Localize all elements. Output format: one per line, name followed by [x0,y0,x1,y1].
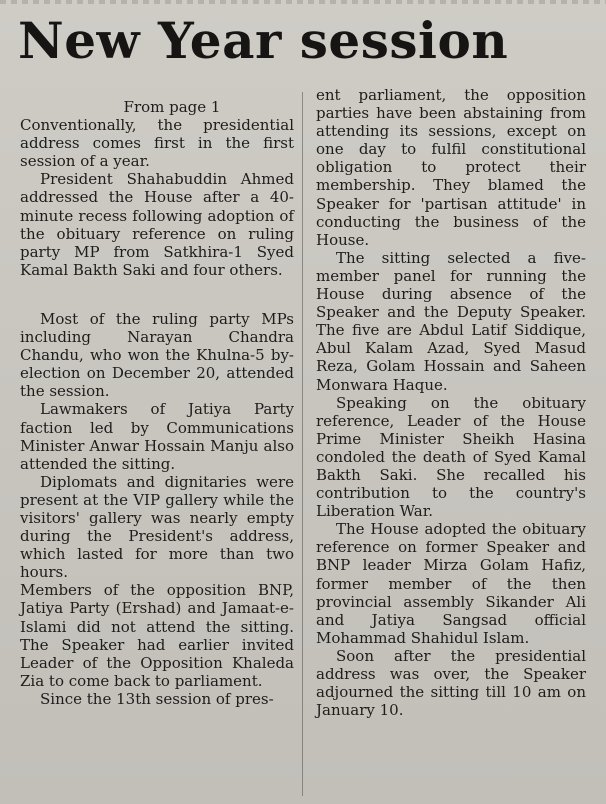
paragraph: Members of the opposition BNP, Jatiya Party (Ershad) and Jamaat-e-Islami did not attend the sitting. The Speaker had earlier invited Leader of the Opposition Khaleda Zia to come back to parliament. [20,581,294,690]
paragraph: President Shahabuddin Ahmed addressed the House after a 40-minute recess following adoption of the obituary reference on ruling party MP from Satkhira-1 Syed Kamal Bakth Saki and four others. [20,170,294,279]
right-column [316,86,586,719]
paragraph: The House adopted the obituary reference on former Speaker and BNP leader Mirza Golam Hafiz, former member of the then provincial assembly Sikander Ali and Jatiya Sangsad official Mohammad Shahidul Islam. [316,520,586,647]
paragraph: The sitting selected a five-member panel for running the House during absence of the Speaker and the Deputy Speaker. The five are Abdul Latif Siddique, Abul Kalam Azad, Syed Masud Reza, Golam Hossain and Saheen Monwara Haque. [316,248,586,394]
headline: New Year session [18,11,509,70]
paragraph: Speaking on the obituary reference, Leader of the House Prime Minister Sheikh Hasina condoled the death of Syed Kamal Bakth Saki. She recalled his contribution to the country's Liberation War. [316,393,586,521]
paragraph: Lawmakers of Jatiya Party faction led by Communications Minister Anwar Hossain Manju also attended the sitting. [20,400,294,473]
column-divider [302,92,303,796]
paragraph: Diplomats and dignitaries were present at the VIP gallery while the visitors' gallery was nearly empty during the President's address, which lasted for more than two hours. [20,472,294,582]
paragraph: Since the 13th session of pres- [40,689,274,708]
left-column [20,86,294,708]
dateline: From page 1 [123,98,221,116]
previous-article-remnant [0,0,606,4]
paragraph: Conventionally, the presidential address comes first in the first session of a year. [20,116,294,171]
paragraph: Most of the ruling party MPs including Narayan Chandra Chandu, who won the Khulna-5 by-election on December 20, attended the session. [20,309,294,401]
paragraph: ent parliament, the opposition parties have been abstaining from attending its sessions, except on one day to fulfil constitutional obligation to protect their membership. They blamed the Speaker for 'partisan attitude' in conducting the business of the House. [316,86,586,249]
paragraph: Soon after the presidential address was over, the Speaker adjourned the sitting till 10 am on January 10. [316,646,586,720]
